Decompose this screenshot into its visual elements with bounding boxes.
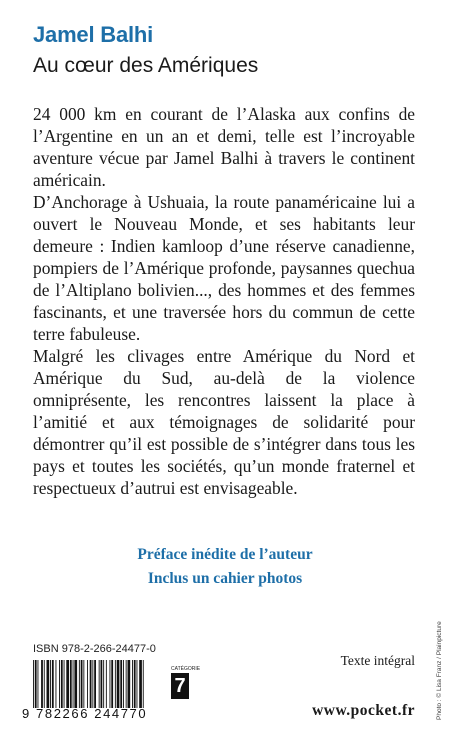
barcode-digits: 9 782266 244770 (22, 706, 148, 721)
book-title: Au cœur des Amériques (33, 54, 259, 77)
photo-insert-note: Inclus un cahier photos (147, 570, 303, 587)
barcode-image (33, 660, 166, 708)
author-name: Jamel Balhi (33, 22, 154, 47)
category-badge (171, 666, 201, 699)
back-cover-blurb (33, 103, 415, 499)
category-number: 7 (171, 673, 189, 699)
blurb-paragraph: Malgré les clivages entre Amérique du Nord et Amérique du Sud, au-delà de la violence omniprésente, les rencontres laissent la place à l’amitié et aux témoignages de solidarité pour démontrer qu’il est possible de s’intégrer dans tous les pays et toutes les sociétés, qu’un monde fraternel et respectueux d’autrui est envisageable. (33, 346, 415, 498)
publisher-website: www.pocket.fr (312, 702, 415, 719)
highlights (0, 543, 450, 591)
photo-credit: Photo : © Lisa Franz / Plainpicture (436, 621, 443, 720)
edition-label: Texte intégral (340, 653, 415, 668)
blurb-paragraph: D’Anchorage à Ushuaia, la route panaméricaine lui a ouvert le Nouveau Monde, et ses habitants leur demeure : Indien kamloop d’une réserve canadienne, pompiers de l’Amérique profonde, paysannes quechua de l’Altiplano bolivien..., des hommes et des femmes fascinants, et une traversée hors du commun de cette terre fabuleuse. (33, 192, 415, 344)
category-label: CATÉGORIE (171, 666, 201, 672)
blurb-paragraph: 24 000 km en courant de l’Alaska aux confins de l’Argentine en un an et demi, telle est l’incroyable aventure vécue par Jamel Balhi à travers le continent américain. (33, 104, 415, 190)
isbn-label: ISBN 978-2-266-24477-0 (33, 643, 156, 655)
preface-note: Préface inédite de l’auteur (137, 546, 313, 563)
